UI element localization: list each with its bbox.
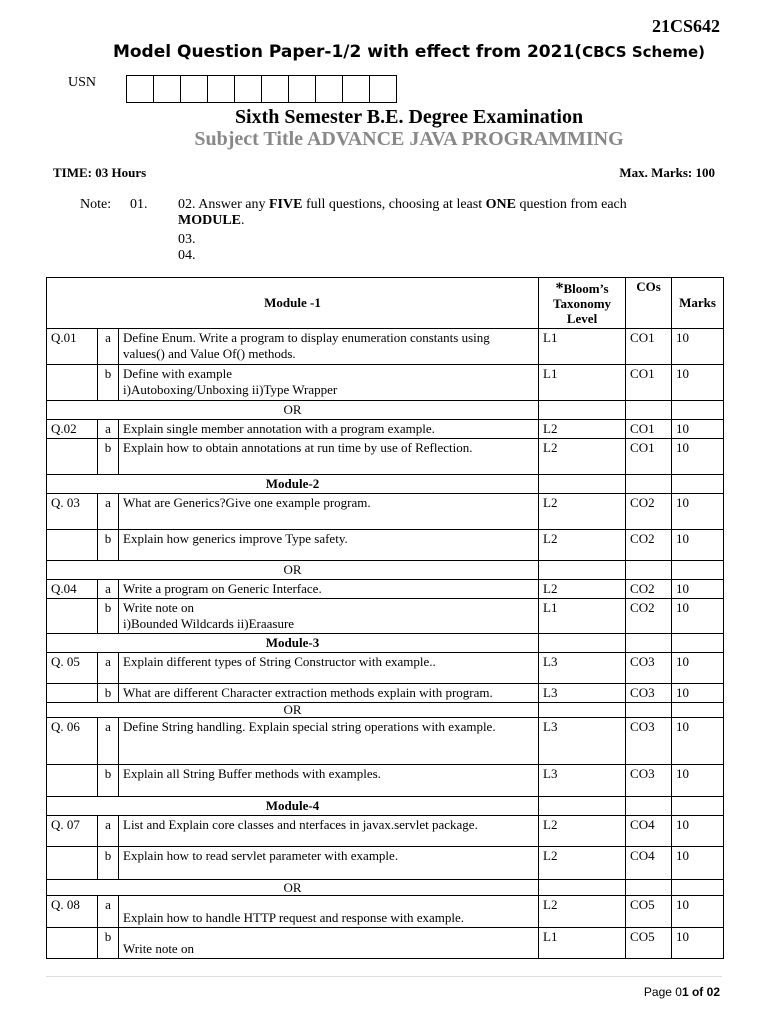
bloom-level: L2 [539, 816, 626, 847]
bloom-line-1: Bloom’s [563, 280, 609, 296]
question-number [47, 530, 98, 561]
footer-divider [46, 976, 722, 977]
question-part: b [98, 684, 119, 703]
question-number: Q.02 [47, 420, 98, 439]
question-number: Q. 06 [47, 718, 98, 765]
table-row [47, 439, 724, 475]
table-row [47, 684, 724, 703]
note-2-prefix: 02. Answer any [178, 197, 269, 212]
note-item-4: 04. [178, 248, 196, 263]
question-text: List and Explain core classes and nterfaces in javax.servlet package. [119, 816, 539, 847]
table-row [47, 494, 724, 530]
course-outcome: CO1 [626, 439, 672, 475]
note-2-five: FIVE [269, 197, 303, 212]
table-row [47, 896, 724, 928]
usn-box[interactable] [153, 75, 181, 103]
question-part: b [98, 530, 119, 561]
question-number: Q. 07 [47, 816, 98, 847]
or-row [47, 880, 724, 896]
note-2-one: ONE [485, 197, 516, 212]
table-row [47, 847, 724, 880]
question-text: Explain how to obtain annotations at run time by use of Reflection. [119, 439, 539, 475]
marks-value: 10 [672, 653, 724, 684]
course-outcome: CO2 [626, 494, 672, 530]
question-text-line-1: Write note on [123, 600, 194, 615]
table-row [47, 653, 724, 684]
course-outcome: CO3 [626, 684, 672, 703]
module-row [47, 475, 724, 494]
bloom-level: L2 [539, 420, 626, 439]
question-text: Explain how generics improve Type safety. [119, 530, 539, 561]
bloom-level: L2 [539, 439, 626, 475]
question-text [119, 599, 539, 634]
course-outcome: CO4 [626, 847, 672, 880]
question-part: a [98, 329, 119, 365]
table-row [47, 530, 724, 561]
marks-value: 10 [672, 329, 724, 365]
bloom-asterisk: * [555, 279, 564, 297]
question-number: Q.04 [47, 580, 98, 599]
course-outcome: CO3 [626, 653, 672, 684]
usn-boxes [127, 75, 397, 103]
question-text: Explain how to handle HTTP request and response with example. [119, 896, 539, 928]
course-outcome: CO3 [626, 718, 672, 765]
marks-value: 10 [672, 530, 724, 561]
question-text [119, 365, 539, 401]
course-outcome: CO2 [626, 599, 672, 634]
question-text: Write note on [119, 928, 539, 959]
bloom-level: L3 [539, 718, 626, 765]
question-part: b [98, 928, 119, 959]
question-text: Write a program on Generic Interface. [119, 580, 539, 599]
table-row [47, 420, 724, 439]
question-number: Q. 08 [47, 896, 98, 928]
or-row [47, 703, 724, 718]
bloom-level: L2 [539, 494, 626, 530]
marks-value: 10 [672, 599, 724, 634]
bloom-level: L3 [539, 653, 626, 684]
usn-box[interactable] [342, 75, 370, 103]
usn-box[interactable] [207, 75, 235, 103]
table-row [47, 928, 724, 959]
course-outcome: CO2 [626, 530, 672, 561]
bloom-level: L2 [539, 530, 626, 561]
marks-value: 10 [672, 765, 724, 797]
paper-title [0, 42, 768, 62]
usn-box[interactable] [126, 75, 154, 103]
question-part: b [98, 765, 119, 797]
usn-box[interactable] [234, 75, 262, 103]
note-2-end: . [241, 213, 245, 228]
course-outcome: CO5 [626, 896, 672, 928]
question-number [47, 599, 98, 634]
question-number [47, 365, 98, 401]
usn-box[interactable] [261, 75, 289, 103]
question-part: a [98, 420, 119, 439]
bloom-level: L2 [539, 580, 626, 599]
note-2-module: MODULE [178, 213, 241, 228]
question-text-line-2: i)Bounded Wildcards ii)Eraasure [123, 616, 295, 631]
usn-box[interactable] [315, 75, 343, 103]
course-outcome: CO1 [626, 329, 672, 365]
question-number: Q. 03 [47, 494, 98, 530]
note-item-3: 03. [178, 232, 196, 247]
or-separator: OR [47, 703, 539, 718]
or-row [47, 401, 724, 420]
marks-header: Marks [672, 278, 724, 329]
marks-value: 10 [672, 420, 724, 439]
module-1-heading: Module -1 [47, 278, 539, 329]
page-prefix: Page 0 [643, 985, 682, 999]
subject-code: 21CS642 [651, 16, 720, 36]
page-total: 02 [706, 985, 720, 999]
max-marks: Max. Marks: 100 [619, 165, 715, 180]
question-part: a [98, 494, 119, 530]
question-text: Explain single member annotation with a program example. [119, 420, 539, 439]
bloom-header [539, 278, 626, 329]
course-outcome: CO4 [626, 816, 672, 847]
note-label: Note: [80, 197, 112, 212]
bloom-level: L3 [539, 684, 626, 703]
question-number: Q. 05 [47, 653, 98, 684]
question-text: Define String handling. Explain special string operations with example. [119, 718, 539, 765]
table-header-row [47, 278, 724, 329]
table-row [47, 816, 724, 847]
marks-value: 10 [672, 816, 724, 847]
course-outcome: CO5 [626, 928, 672, 959]
page-current: 1 [681, 985, 689, 999]
course-outcome: CO1 [626, 365, 672, 401]
question-text: What are different Character extraction methods explain with program. [119, 684, 539, 703]
question-text: What are Generics?Give one example program. [119, 494, 539, 530]
usn-box[interactable] [369, 75, 397, 103]
question-number [47, 765, 98, 797]
table-row [47, 580, 724, 599]
bloom-level: L1 [539, 329, 626, 365]
bloom-level: L1 [539, 928, 626, 959]
question-text: Explain all String Buffer methods with examples. [119, 765, 539, 797]
marks-value: 10 [672, 580, 724, 599]
course-outcome: CO2 [626, 580, 672, 599]
marks-value: 10 [672, 847, 724, 880]
or-separator: OR [47, 880, 539, 896]
bloom-level: L2 [539, 896, 626, 928]
bloom-level: L2 [539, 847, 626, 880]
usn-box[interactable] [180, 75, 208, 103]
question-table [46, 277, 724, 959]
or-separator: OR [47, 401, 539, 420]
subject-title: Subject Title ADVANCE JAVA PROGRAMMING [194, 128, 624, 150]
table-row [47, 718, 724, 765]
table-row [47, 599, 724, 634]
question-number [47, 439, 98, 475]
question-part: b [98, 847, 119, 880]
paper-title-scheme: CBCS Scheme) [582, 43, 706, 61]
marks-value: 10 [672, 928, 724, 959]
bloom-line-3: Level [566, 310, 598, 326]
note-item-1: 01. [130, 197, 148, 212]
marks-value: 10 [672, 684, 724, 703]
table-row [47, 329, 724, 365]
question-part: a [98, 896, 119, 928]
note-2-mid: full questions, choosing at least [302, 197, 486, 212]
paper-title-main: Model Question Paper-1/2 with effect from 2021( [112, 42, 583, 62]
usn-label: USN [68, 75, 97, 90]
marks-value: 10 [672, 365, 724, 401]
bloom-level: L1 [539, 365, 626, 401]
question-part: a [98, 653, 119, 684]
or-row [47, 561, 724, 580]
question-text: Explain how to read servlet parameter with example. [119, 847, 539, 880]
module-4-heading: Module-4 [47, 797, 539, 816]
question-text: Define Enum. Write a program to display enumeration constants using values() and Value Of() methods. [119, 329, 539, 365]
marks-value: 10 [672, 718, 724, 765]
question-part: b [98, 599, 119, 634]
page-of: of [688, 985, 707, 999]
or-separator: OR [47, 561, 539, 580]
exam-time: TIME: 03 Hours [53, 165, 147, 180]
note-2-suffix: question from each [515, 197, 627, 212]
question-number [47, 684, 98, 703]
marks-value: 10 [672, 494, 724, 530]
table-row [47, 765, 724, 797]
course-outcome: CO1 [626, 420, 672, 439]
table-row [47, 365, 724, 401]
question-text-line-2: i)Autoboxing/Unboxing ii)Type Wrapper [123, 382, 338, 397]
question-part: b [98, 439, 119, 475]
question-number [47, 928, 98, 959]
module-row [47, 634, 724, 653]
question-text: Explain different types of String Constructor with example.. [119, 653, 539, 684]
question-part: a [98, 816, 119, 847]
marks-value: 10 [672, 896, 724, 928]
question-part: a [98, 580, 119, 599]
marks-value: 10 [672, 439, 724, 475]
usn-box[interactable] [288, 75, 316, 103]
module-3-heading: Module-3 [47, 634, 539, 653]
exam-title: Sixth Semester B.E. Degree Examination [234, 106, 584, 128]
question-part: a [98, 718, 119, 765]
question-number [47, 847, 98, 880]
course-outcome: CO3 [626, 765, 672, 797]
question-part: b [98, 365, 119, 401]
bloom-line-2: Taxonomy [553, 295, 612, 311]
question-number: Q.01 [47, 329, 98, 365]
module-2-heading: Module-2 [47, 475, 539, 494]
bloom-level: L3 [539, 765, 626, 797]
note-item-2 [178, 197, 698, 229]
question-text-line-1: Define with example [123, 366, 233, 381]
page-number [644, 985, 720, 999]
cos-header: COs [626, 278, 672, 329]
bloom-level: L1 [539, 599, 626, 634]
module-row [47, 797, 724, 816]
